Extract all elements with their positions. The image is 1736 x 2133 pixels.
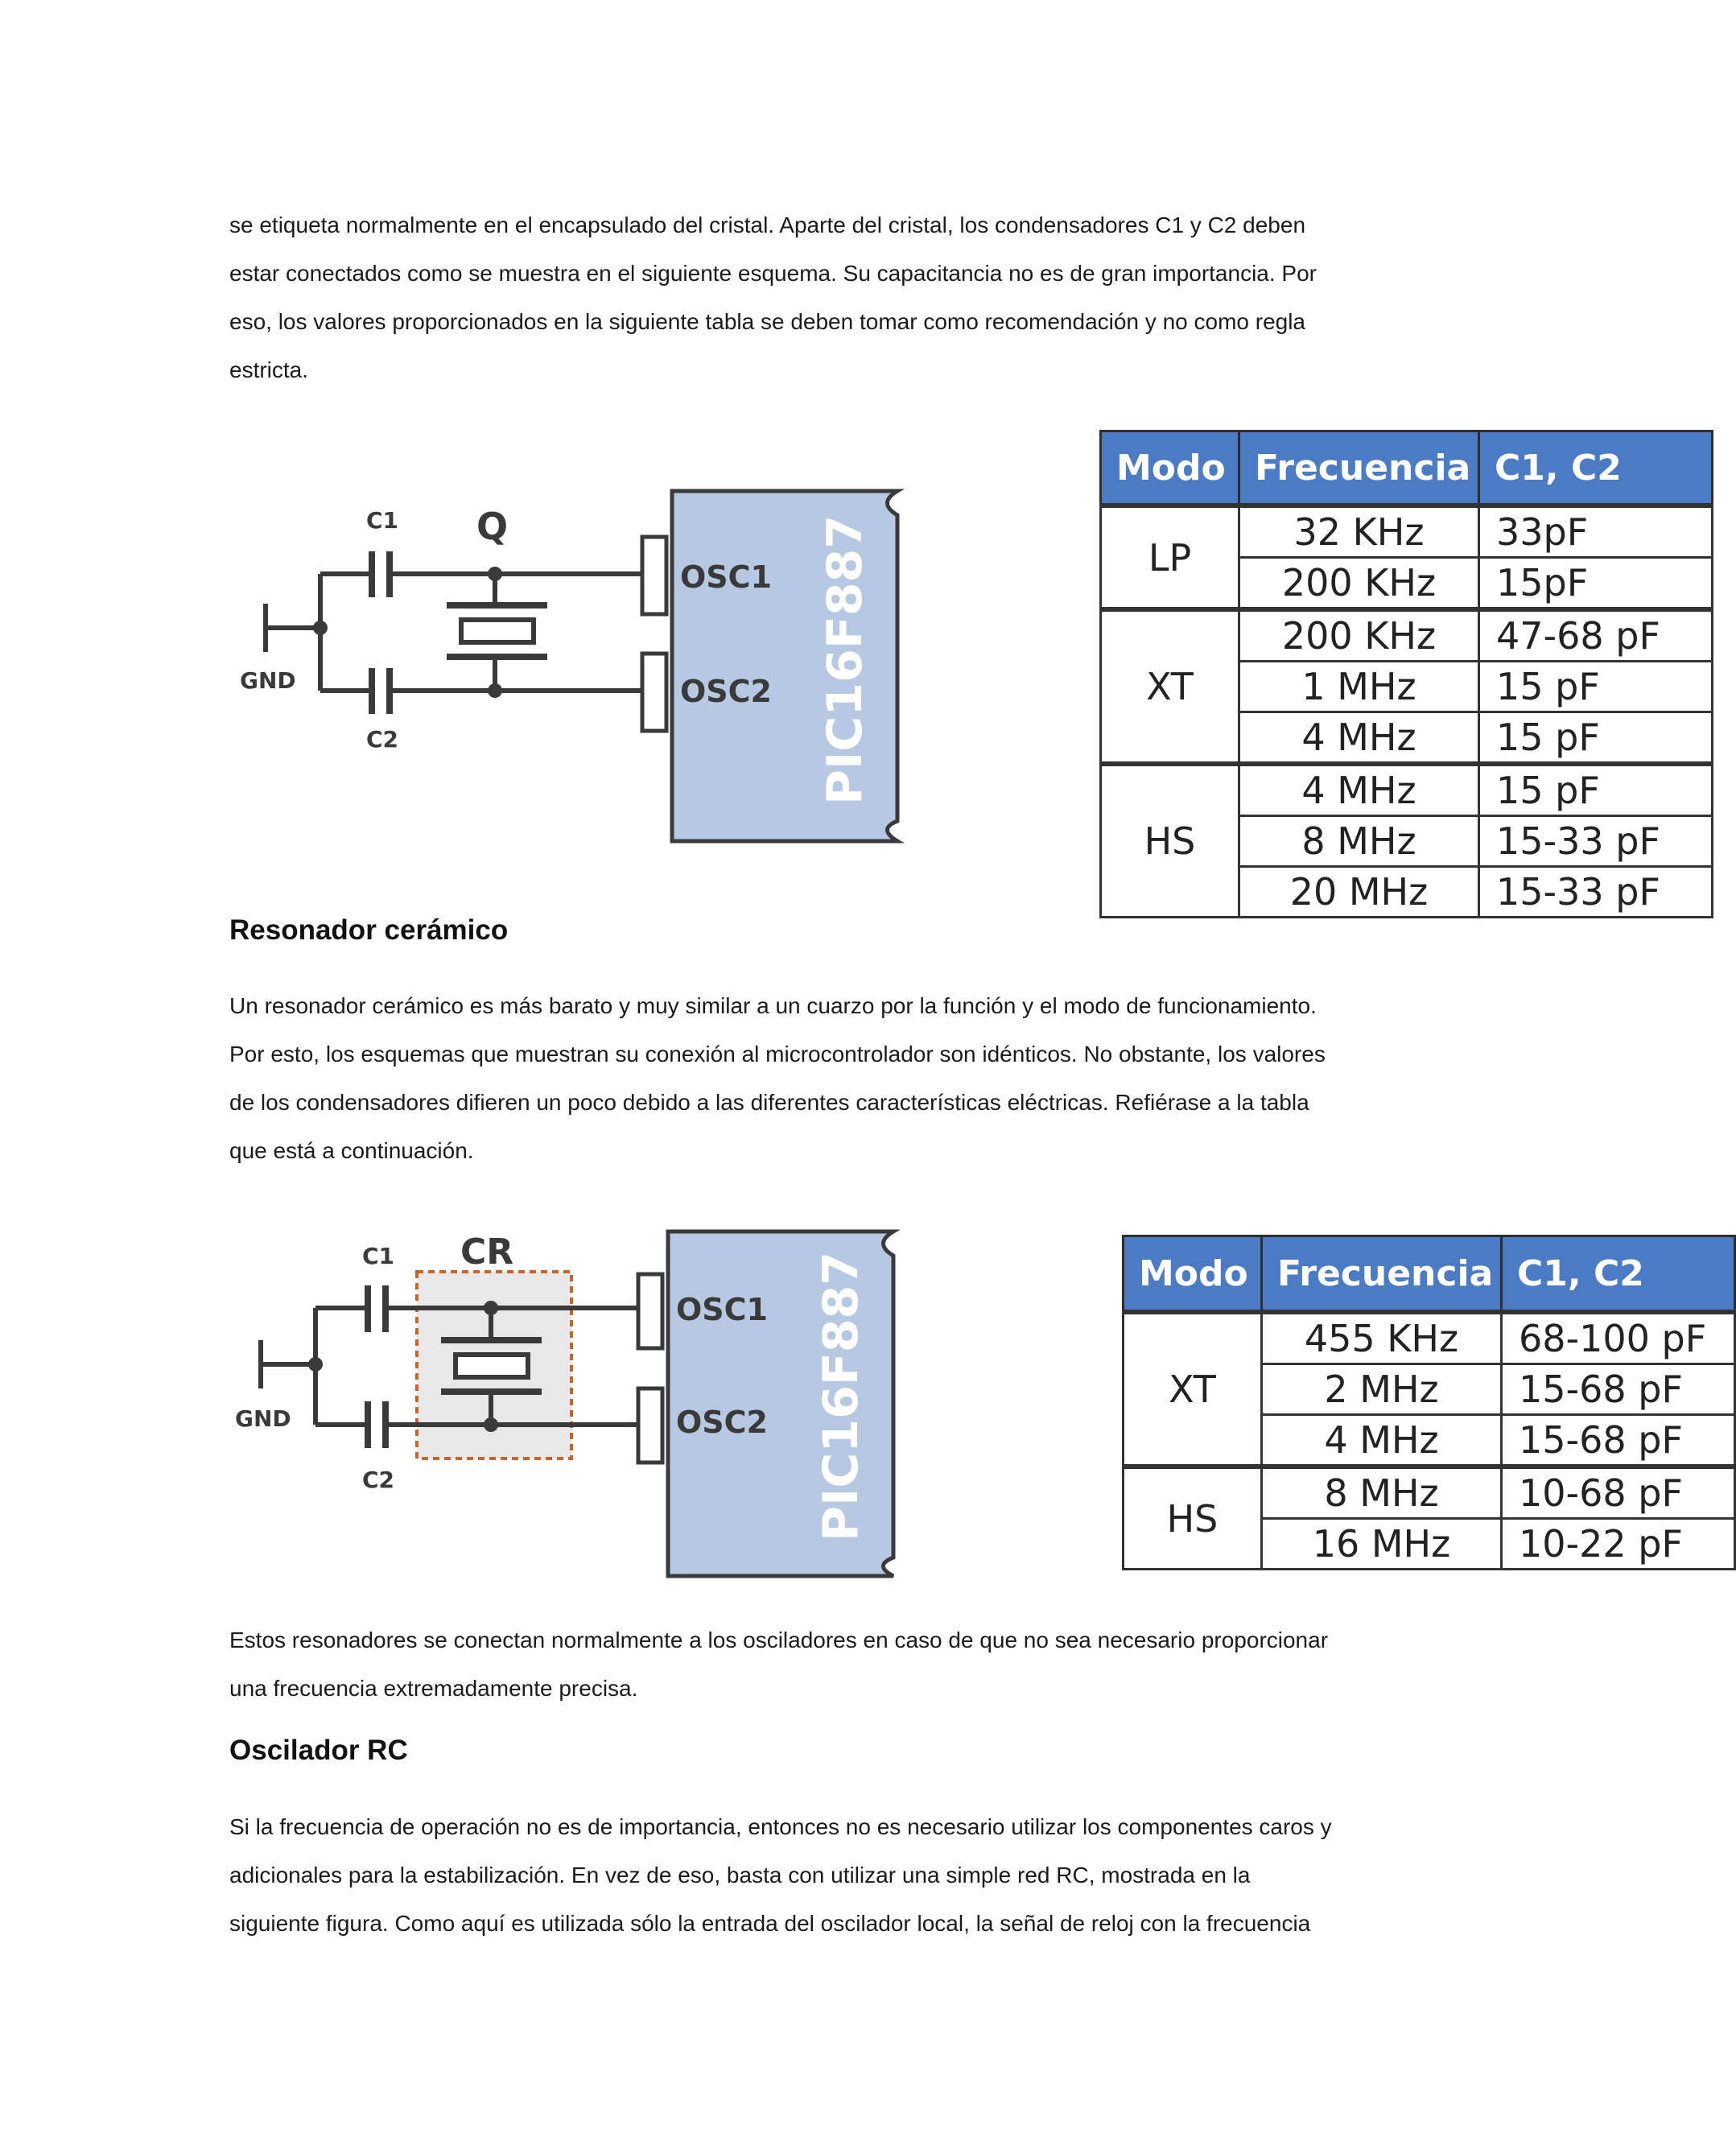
label-osc1: OSC1 <box>680 559 772 595</box>
capacitance-cell: 15-68 pF <box>1502 1364 1735 1415</box>
ceramic-schematic-svg <box>233 1219 926 1582</box>
frequency-cell: 1 MHz <box>1239 662 1479 712</box>
paragraph-intro: se etiqueta normalmente en el encapsulado del cristal. Aparte del cristal, los condensadores C1 y C2 deben estar conectados como se muestra en el siguiente esquema. Su capacitancia no es de gran importancia. Por eso, los valores proporcionados en la siguiente tabla se deben tomar como recomendación y no como regla estricta. <box>229 212 1317 382</box>
label-gnd: GND <box>235 1405 291 1432</box>
junction-dot <box>488 567 502 581</box>
capacitance-cell: 10-68 pF <box>1502 1467 1735 1519</box>
capacitor-c2 <box>372 668 390 714</box>
header-modo: Modo <box>1124 1236 1262 1313</box>
mode-cell: XT <box>1101 609 1239 764</box>
ceramic-resonator-schematic <box>233 1219 926 1582</box>
mode-cell: HS <box>1101 764 1239 918</box>
crystal-q <box>447 605 547 657</box>
crystal-oscillator-schematic <box>233 475 926 845</box>
paragraph-rc: Si la frecuencia de operación no es de importancia, entonces no es necesario utilizar los componentes caros y adicionales para la estabilización. En vez de eso, basta con utilizar una simple red RC, mostrada en la siguiente figura. Como aquí es utilizada sólo la entrada del oscilador local, la señal de reloj con la frecuencia <box>229 1814 1332 1936</box>
frequency-cell: 16 MHz <box>1262 1519 1502 1570</box>
junction-dot <box>488 683 502 698</box>
capacitor-c1 <box>372 551 390 597</box>
capacitor-c1 <box>368 1285 386 1332</box>
table-row <box>1101 505 1713 558</box>
ceramic-capacitor-table <box>1122 1235 1736 1570</box>
capacitance-cell: 15 pF <box>1479 764 1713 816</box>
junction-dot <box>313 621 328 635</box>
capacitance-cell: 15-68 pF <box>1502 1415 1735 1467</box>
label-gnd: GND <box>240 667 296 694</box>
frequency-cell: 4 MHz <box>1239 764 1479 816</box>
table-row <box>1124 1467 1735 1519</box>
label-osc1: OSC1 <box>676 1292 768 1327</box>
table-header-row <box>1101 431 1713 506</box>
label-chip: PIC16F887 <box>813 1251 869 1541</box>
frequency-cell: 2 MHz <box>1262 1364 1502 1415</box>
capacitance-cell: 15 pF <box>1479 712 1713 765</box>
capacitance-cell: 47-68 pF <box>1479 609 1713 662</box>
capacitance-cell: 15-33 pF <box>1479 816 1713 867</box>
table-row <box>1101 764 1713 816</box>
frequency-cell: 200 KHz <box>1239 558 1479 610</box>
paragraph-resonators: Estos resonadores se conectan normalmente a los osciladores en caso de que no sea necesario proporcionar una frecuencia extremadamente precisa. <box>229 1628 1329 1701</box>
header-c1-c2: C1, C2 <box>1502 1236 1735 1313</box>
header-frecuencia: Frecuencia <box>1239 431 1479 506</box>
capacitor-c2 <box>368 1401 386 1448</box>
header-c1-c2: C1, C2 <box>1479 431 1713 506</box>
mode-cell: LP <box>1101 505 1239 609</box>
capacitance-cell: 10-22 pF <box>1502 1519 1735 1570</box>
junction-dot <box>484 1417 498 1432</box>
capacitance-cell: 15pF <box>1479 558 1713 610</box>
label-cr: CR <box>460 1232 514 1273</box>
capacitance-cell: 68-100 pF <box>1502 1312 1735 1364</box>
frequency-cell: 455 KHz <box>1262 1312 1502 1364</box>
frequency-cell: 8 MHz <box>1262 1467 1502 1519</box>
header-frecuencia: Frecuencia <box>1262 1236 1502 1313</box>
label-chip: PIC16F887 <box>817 514 873 805</box>
capacitance-cell: 33pF <box>1479 505 1713 558</box>
osc2-pin <box>642 654 666 731</box>
osc2-pin <box>638 1388 662 1463</box>
label-osc2: OSC2 <box>680 674 772 709</box>
frequency-cell: 8 MHz <box>1239 816 1479 867</box>
capacitance-cell: 15-33 pF <box>1479 867 1713 918</box>
frequency-cell: 20 MHz <box>1239 867 1479 918</box>
crystal-capacitor-table <box>1099 430 1713 918</box>
table-row <box>1101 609 1713 662</box>
label-c1: C1 <box>366 507 399 534</box>
junction-dot <box>308 1357 323 1372</box>
frequency-cell: 4 MHz <box>1239 712 1479 765</box>
frequency-cell: 32 KHz <box>1239 505 1479 558</box>
crystal-schematic-svg <box>233 475 926 845</box>
table-row <box>1124 1312 1735 1364</box>
label-osc2: OSC2 <box>676 1405 768 1440</box>
table-header-row <box>1124 1236 1735 1313</box>
osc1-pin <box>638 1274 662 1348</box>
mode-cell: XT <box>1124 1312 1262 1467</box>
frequency-cell: 4 MHz <box>1262 1415 1502 1467</box>
label-c2: C2 <box>362 1467 395 1493</box>
osc1-pin <box>642 537 666 614</box>
label-c2: C2 <box>366 726 399 753</box>
capacitance-cell: 15 pF <box>1479 662 1713 712</box>
paragraph-ceramic: Un resonador cerámico es más barato y muy similar a un cuarzo por la función y el modo de funcionamiento. Por esto, los esquemas que muestran su conexión al microcontrolador son idénticos. No obstante, los valores de los condensadores difieren un poco debido a las diferentes características eléctricas. Refiérase a la tabla que está a continuación. <box>229 993 1326 1163</box>
heading-rc-oscillator: Oscilador RC <box>229 1735 408 1766</box>
junction-dot <box>484 1301 498 1315</box>
label-c1: C1 <box>362 1243 395 1269</box>
mode-cell: HS <box>1124 1467 1262 1570</box>
heading-ceramic-resonator: Resonador cerámico <box>229 914 509 946</box>
label-q: Q <box>476 505 509 548</box>
frequency-cell: 200 KHz <box>1239 609 1479 662</box>
header-modo: Modo <box>1101 431 1239 506</box>
